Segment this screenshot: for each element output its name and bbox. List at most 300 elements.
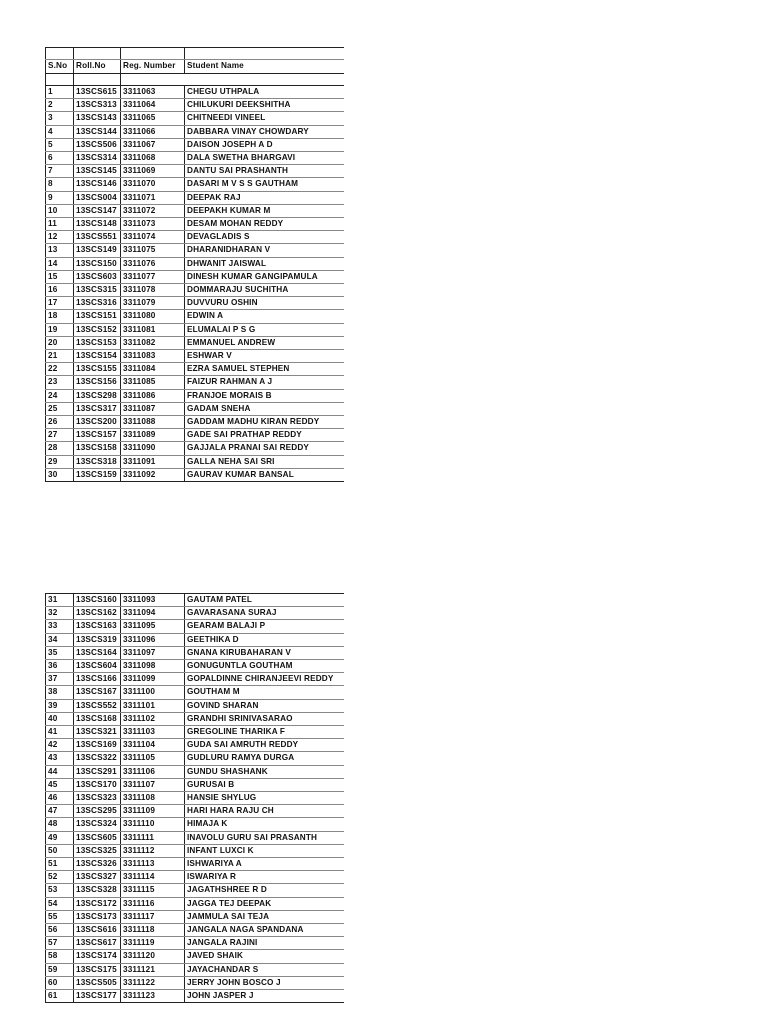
cell-sno: 11 <box>46 218 74 231</box>
cell-student-name: JAGGA TEJ DEEPAK <box>185 897 344 910</box>
cell-roll-no: 13SCS151 <box>74 310 121 323</box>
table-row <box>46 270 344 283</box>
cell-student-name: DHARANIDHARAN V <box>185 244 344 257</box>
cell-sno: 42 <box>46 739 74 752</box>
cell-reg-number: 3311097 <box>121 646 185 659</box>
cell-roll-no: 13SCS155 <box>74 363 121 376</box>
cell-roll-no: 13SCS145 <box>74 165 121 178</box>
cell-reg-number: 3311123 <box>121 990 185 1003</box>
cell-student-name: EDWIN A <box>185 310 344 323</box>
cell-student-name: INFANT LUXCI K <box>185 844 344 857</box>
cell-sno: 36 <box>46 660 74 673</box>
cell-roll-no: 13SCS146 <box>74 178 121 191</box>
cell-student-name: ISHWARIYA A <box>185 858 344 871</box>
cell-reg-number: 3311084 <box>121 363 185 376</box>
cell-roll-no: 13SCS166 <box>74 673 121 686</box>
cell-roll-no: 13SCS291 <box>74 765 121 778</box>
cell-student-name: JERRY JOHN BOSCO J <box>185 976 344 989</box>
cell-sno: 22 <box>46 363 74 376</box>
cell-student-name: ELUMALAI P S G <box>185 323 344 336</box>
cell-roll-no: 13SCS328 <box>74 884 121 897</box>
table-row <box>46 765 344 778</box>
cell-roll-no: 13SCS551 <box>74 231 121 244</box>
cell-reg-number: 3311105 <box>121 752 185 765</box>
cell-roll-no: 13SCS174 <box>74 950 121 963</box>
cell-reg-number: 3311079 <box>121 297 185 310</box>
student-list-sheet-top <box>45 47 343 482</box>
table-row <box>46 673 344 686</box>
cell-sno: 2 <box>46 99 74 112</box>
cell-roll-no: 13SCS327 <box>74 871 121 884</box>
cell-reg-number: 3311120 <box>121 950 185 963</box>
cell-student-name: GUDLURU RAMYA DURGA <box>185 752 344 765</box>
cell-roll-no: 13SCS325 <box>74 844 121 857</box>
cell-reg-number: 3311076 <box>121 257 185 270</box>
cell-sno: 14 <box>46 257 74 270</box>
table-row <box>46 376 344 389</box>
cell-reg-number: 3311091 <box>121 455 185 468</box>
cell-student-name: DINESH KUMAR GANGIPAMULA <box>185 270 344 283</box>
cell-roll-no: 13SCS317 <box>74 402 121 415</box>
cell-reg-number: 3311103 <box>121 726 185 739</box>
cell-roll-no: 13SCS314 <box>74 152 121 165</box>
table-row <box>46 125 344 138</box>
cell-roll-no: 13SCS157 <box>74 429 121 442</box>
cell-student-name: GADE SAI PRATHAP REDDY <box>185 429 344 442</box>
cell-reg-number: 3311088 <box>121 416 185 429</box>
cell-sno: 13 <box>46 244 74 257</box>
cell-roll-no: 13SCS200 <box>74 416 121 429</box>
cell-roll-no: 13SCS326 <box>74 858 121 871</box>
cell-student-name: GAJJALA PRANAI SAI REDDY <box>185 442 344 455</box>
cell-reg-number: 3311107 <box>121 778 185 791</box>
cell-student-name: GEETHIKA D <box>185 633 344 646</box>
cell-student-name: EMMANUEL ANDREW <box>185 336 344 349</box>
cell-reg-number: 3311122 <box>121 976 185 989</box>
table-row <box>46 805 344 818</box>
cell-student-name: GURUSAI B <box>185 778 344 791</box>
cell-roll-no: 13SCS153 <box>74 336 121 349</box>
cell-sno: 21 <box>46 350 74 363</box>
cell-roll-no: 13SCS160 <box>74 594 121 607</box>
cell-sno: 39 <box>46 699 74 712</box>
cell-roll-no: 13SCS168 <box>74 712 121 725</box>
cell-sno: 5 <box>46 138 74 151</box>
table-row <box>46 897 344 910</box>
table-row <box>46 831 344 844</box>
cell-student-name: JOHN JASPER J <box>185 990 344 1003</box>
cell-reg-number: 3311085 <box>121 376 185 389</box>
cell-roll-no: 13SCS144 <box>74 125 121 138</box>
cell-student-name: DEVAGLADIS S <box>185 231 344 244</box>
table-row <box>46 871 344 884</box>
table-row <box>46 712 344 725</box>
table-row <box>46 976 344 989</box>
cell-reg-number: 3311074 <box>121 231 185 244</box>
cell-student-name: DABBARA VINAY CHOWDARY <box>185 125 344 138</box>
cell-sno: 7 <box>46 165 74 178</box>
cell-student-name: GRANDHI SRINIVASARAO <box>185 712 344 725</box>
cell-roll-no: 13SCS604 <box>74 660 121 673</box>
cell-student-name: FAIZUR RAHMAN A J <box>185 376 344 389</box>
table-row <box>46 792 344 805</box>
cell-student-name: CHILUKURI DEEKSHITHA <box>185 99 344 112</box>
cell-sno: 47 <box>46 805 74 818</box>
cell-student-name: GUDA SAI AMRUTH REDDY <box>185 739 344 752</box>
cell-roll-no: 13SCS617 <box>74 937 121 950</box>
cell-reg-number: 3311086 <box>121 389 185 402</box>
table-row <box>46 844 344 857</box>
cell-student-name: GONUGUNTLA GOUTHAM <box>185 660 344 673</box>
cell-sno: 57 <box>46 937 74 950</box>
cell-sno: 9 <box>46 191 74 204</box>
table-row <box>46 858 344 871</box>
table-row <box>46 778 344 791</box>
cell-student-name: HARI HARA RAJU CH <box>185 805 344 818</box>
table-row <box>46 429 344 442</box>
cell-sno: 41 <box>46 726 74 739</box>
cell-roll-no: 13SCS603 <box>74 270 121 283</box>
header-reg-number: Reg. Number <box>121 60 185 74</box>
cell-roll-no: 13SCS616 <box>74 924 121 937</box>
cell-sno: 20 <box>46 336 74 349</box>
cell-roll-no: 13SCS322 <box>74 752 121 765</box>
table-row <box>46 363 344 376</box>
cell-student-name: JAYACHANDAR S <box>185 963 344 976</box>
cell-sno: 6 <box>46 152 74 165</box>
table-row <box>46 594 344 607</box>
cell-reg-number: 3311094 <box>121 607 185 620</box>
cell-sno: 50 <box>46 844 74 857</box>
table-row <box>46 402 344 415</box>
cell-student-name: JAMMULA SAI TEJA <box>185 910 344 923</box>
cell-roll-no: 13SCS298 <box>74 389 121 402</box>
cell-student-name: FRANJOE MORAIS B <box>185 389 344 402</box>
cell-sno: 25 <box>46 402 74 415</box>
table-row <box>46 910 344 923</box>
cell-reg-number: 3311096 <box>121 633 185 646</box>
cell-student-name: CHITNEEDI VINEEL <box>185 112 344 125</box>
cell-student-name: INAVOLU GURU SAI PRASANTH <box>185 831 344 844</box>
cell-sno: 46 <box>46 792 74 805</box>
cell-sno: 60 <box>46 976 74 989</box>
cell-reg-number: 3311093 <box>121 594 185 607</box>
cell-reg-number: 3311119 <box>121 937 185 950</box>
table-row <box>46 257 344 270</box>
cell-roll-no: 13SCS605 <box>74 831 121 844</box>
cell-reg-number: 3311109 <box>121 805 185 818</box>
cell-reg-number: 3311098 <box>121 660 185 673</box>
cell-roll-no: 13SCS167 <box>74 686 121 699</box>
table-row <box>46 646 344 659</box>
cell-sno: 58 <box>46 950 74 963</box>
cell-sno: 61 <box>46 990 74 1003</box>
cell-reg-number: 3311117 <box>121 910 185 923</box>
cell-sno: 34 <box>46 633 74 646</box>
table-row <box>46 178 344 191</box>
cell-roll-no: 13SCS173 <box>74 910 121 923</box>
cell-roll-no: 13SCS295 <box>74 805 121 818</box>
cell-roll-no: 13SCS177 <box>74 990 121 1003</box>
table-row <box>46 416 344 429</box>
cell-roll-no: 13SCS158 <box>74 442 121 455</box>
cell-sno: 31 <box>46 594 74 607</box>
cell-sno: 43 <box>46 752 74 765</box>
cell-roll-no: 13SCS319 <box>74 633 121 646</box>
cell-sno: 49 <box>46 831 74 844</box>
cell-roll-no: 13SCS154 <box>74 350 121 363</box>
cell-reg-number: 3311118 <box>121 924 185 937</box>
cell-reg-number: 3311113 <box>121 858 185 871</box>
cell-reg-number: 3311070 <box>121 178 185 191</box>
cell-roll-no: 13SCS313 <box>74 99 121 112</box>
table-row <box>46 336 344 349</box>
cell-roll-no: 13SCS324 <box>74 818 121 831</box>
cell-sno: 10 <box>46 204 74 217</box>
cell-sno: 44 <box>46 765 74 778</box>
cell-student-name: JANGALA RAJINI <box>185 937 344 950</box>
cell-sno: 1 <box>46 86 74 99</box>
cell-sno: 8 <box>46 178 74 191</box>
cell-student-name: DESAM MOHAN REDDY <box>185 218 344 231</box>
cell-sno: 28 <box>46 442 74 455</box>
cell-student-name: DUVVURU OSHIN <box>185 297 344 310</box>
cell-sno: 45 <box>46 778 74 791</box>
cell-reg-number: 3311073 <box>121 218 185 231</box>
cell-roll-no: 13SCS143 <box>74 112 121 125</box>
cell-sno: 52 <box>46 871 74 884</box>
table-row <box>46 963 344 976</box>
table-row <box>46 165 344 178</box>
cell-student-name: ISWARIYA R <box>185 871 344 884</box>
table-row <box>46 633 344 646</box>
cell-reg-number: 3311092 <box>121 468 185 481</box>
table-row <box>46 389 344 402</box>
table-row <box>46 204 344 217</box>
cell-roll-no: 13SCS162 <box>74 607 121 620</box>
cell-student-name: GOUTHAM M <box>185 686 344 699</box>
cell-student-name: DASARI M V S S GAUTHAM <box>185 178 344 191</box>
cell-student-name: DHWANIT JAISWAL <box>185 257 344 270</box>
table-row <box>46 310 344 323</box>
cell-roll-no: 13SCS552 <box>74 699 121 712</box>
cell-sno: 18 <box>46 310 74 323</box>
header-student-name: Student Name <box>185 60 344 74</box>
cell-sno: 26 <box>46 416 74 429</box>
cell-roll-no: 13SCS615 <box>74 86 121 99</box>
cell-sno: 48 <box>46 818 74 831</box>
cell-sno: 30 <box>46 468 74 481</box>
cell-roll-no: 13SCS315 <box>74 284 121 297</box>
table-row <box>46 231 344 244</box>
cell-reg-number: 3311065 <box>121 112 185 125</box>
cell-sno: 12 <box>46 231 74 244</box>
cell-roll-no: 13SCS164 <box>74 646 121 659</box>
cell-reg-number: 3311106 <box>121 765 185 778</box>
table-row <box>46 244 344 257</box>
cell-student-name: DEEPAK RAJ <box>185 191 344 204</box>
cell-reg-number: 3311121 <box>121 963 185 976</box>
cell-student-name: JAVED SHAIK <box>185 950 344 963</box>
cell-roll-no: 13SCS163 <box>74 620 121 633</box>
cell-sno: 53 <box>46 884 74 897</box>
cell-roll-no: 13SCS170 <box>74 778 121 791</box>
cell-reg-number: 3311071 <box>121 191 185 204</box>
table-row <box>46 884 344 897</box>
cell-roll-no: 13SCS506 <box>74 138 121 151</box>
cell-sno: 40 <box>46 712 74 725</box>
cell-roll-no: 13SCS321 <box>74 726 121 739</box>
cell-student-name: GADAM SNEHA <box>185 402 344 415</box>
table-row <box>46 950 344 963</box>
cell-reg-number: 3311108 <box>121 792 185 805</box>
table-row <box>46 284 344 297</box>
table-row <box>46 99 344 112</box>
cell-roll-no: 13SCS149 <box>74 244 121 257</box>
table-row <box>46 699 344 712</box>
cell-reg-number: 3311099 <box>121 673 185 686</box>
table-row <box>46 152 344 165</box>
cell-roll-no: 13SCS323 <box>74 792 121 805</box>
table-row <box>46 607 344 620</box>
table-row <box>46 350 344 363</box>
cell-student-name: DALA SWETHA BHARGAVI <box>185 152 344 165</box>
table-row <box>46 297 344 310</box>
table-row <box>46 620 344 633</box>
cell-roll-no: 13SCS147 <box>74 204 121 217</box>
cell-student-name: GAVARASANA SURAJ <box>185 607 344 620</box>
cell-sno: 55 <box>46 910 74 923</box>
cell-sno: 51 <box>46 858 74 871</box>
cell-student-name: GADDAM MADHU KIRAN REDDY <box>185 416 344 429</box>
cell-sno: 56 <box>46 924 74 937</box>
cell-reg-number: 3311075 <box>121 244 185 257</box>
table-row <box>46 112 344 125</box>
cell-reg-number: 3311089 <box>121 429 185 442</box>
cell-student-name: HIMAJA K <box>185 818 344 831</box>
cell-roll-no: 13SCS505 <box>74 976 121 989</box>
cell-roll-no: 13SCS316 <box>74 297 121 310</box>
cell-reg-number: 3311112 <box>121 844 185 857</box>
cell-roll-no: 13SCS150 <box>74 257 121 270</box>
cell-reg-number: 3311115 <box>121 884 185 897</box>
cell-roll-no: 13SCS169 <box>74 739 121 752</box>
cell-sno: 33 <box>46 620 74 633</box>
cell-sno: 19 <box>46 323 74 336</box>
cell-sno: 24 <box>46 389 74 402</box>
cell-student-name: HANSIE SHYLUG <box>185 792 344 805</box>
spacer-row <box>46 74 344 86</box>
cell-student-name: DAISON JOSEPH A D <box>185 138 344 151</box>
table-row <box>46 924 344 937</box>
cell-reg-number: 3311114 <box>121 871 185 884</box>
cell-reg-number: 3311064 <box>121 99 185 112</box>
cell-reg-number: 3311069 <box>121 165 185 178</box>
cell-reg-number: 3311072 <box>121 204 185 217</box>
cell-student-name: GNANA KIRUBAHARAN V <box>185 646 344 659</box>
cell-student-name: JANGALA NAGA SPANDANA <box>185 924 344 937</box>
header-row <box>46 60 344 74</box>
cell-reg-number: 3311063 <box>121 86 185 99</box>
cell-student-name: CHEGU UTHPALA <box>185 86 344 99</box>
cell-roll-no: 13SCS152 <box>74 323 121 336</box>
cell-sno: 54 <box>46 897 74 910</box>
table-row <box>46 86 344 99</box>
cell-reg-number: 3311078 <box>121 284 185 297</box>
cell-student-name: EZRA SAMUEL STEPHEN <box>185 363 344 376</box>
table-row <box>46 937 344 950</box>
cell-student-name: GOPALDINNE CHIRANJEEVI REDDY <box>185 673 344 686</box>
student-table-top <box>45 47 344 482</box>
cell-sno: 17 <box>46 297 74 310</box>
cell-student-name: DEEPAKH KUMAR M <box>185 204 344 217</box>
cell-sno: 27 <box>46 429 74 442</box>
cell-reg-number: 3311068 <box>121 152 185 165</box>
cell-roll-no: 13SCS318 <box>74 455 121 468</box>
table-row <box>46 455 344 468</box>
cell-student-name: DANTU SAI PRASHANTH <box>185 165 344 178</box>
table-row <box>46 660 344 673</box>
cell-student-name: GAUTAM PATEL <box>185 594 344 607</box>
cell-sno: 59 <box>46 963 74 976</box>
cell-reg-number: 3311110 <box>121 818 185 831</box>
cell-reg-number: 3311087 <box>121 402 185 415</box>
cell-reg-number: 3311102 <box>121 712 185 725</box>
cell-roll-no: 13SCS159 <box>74 468 121 481</box>
table-row <box>46 739 344 752</box>
cell-reg-number: 3311077 <box>121 270 185 283</box>
cell-reg-number: 3311083 <box>121 350 185 363</box>
cell-sno: 38 <box>46 686 74 699</box>
table-row <box>46 468 344 481</box>
cell-student-name: GUNDU SHASHANK <box>185 765 344 778</box>
cell-roll-no: 13SCS004 <box>74 191 121 204</box>
cell-reg-number: 3311101 <box>121 699 185 712</box>
cell-student-name: JAGATHSHREE R D <box>185 884 344 897</box>
table-row <box>46 138 344 151</box>
cell-roll-no: 13SCS156 <box>74 376 121 389</box>
cell-sno: 23 <box>46 376 74 389</box>
cell-sno: 15 <box>46 270 74 283</box>
cell-reg-number: 3311095 <box>121 620 185 633</box>
cell-sno: 32 <box>46 607 74 620</box>
cell-sno: 3 <box>46 112 74 125</box>
cell-reg-number: 3311104 <box>121 739 185 752</box>
cell-roll-no: 13SCS172 <box>74 897 121 910</box>
cell-sno: 37 <box>46 673 74 686</box>
table-row <box>46 990 344 1003</box>
header-roll-no: Roll.No <box>74 60 121 74</box>
cell-reg-number: 3311081 <box>121 323 185 336</box>
cell-roll-no: 13SCS175 <box>74 963 121 976</box>
cell-reg-number: 3311066 <box>121 125 185 138</box>
table-row <box>46 752 344 765</box>
cell-sno: 29 <box>46 455 74 468</box>
table-row <box>46 686 344 699</box>
cell-student-name: GREGOLINE THARIKA F <box>185 726 344 739</box>
table-row <box>46 726 344 739</box>
cell-student-name: GEARAM BALAJI P <box>185 620 344 633</box>
cell-reg-number: 3311111 <box>121 831 185 844</box>
cell-student-name: GAURAV KUMAR BANSAL <box>185 468 344 481</box>
cell-student-name: ESHWAR V <box>185 350 344 363</box>
cell-reg-number: 3311080 <box>121 310 185 323</box>
cell-sno: 16 <box>46 284 74 297</box>
cell-reg-number: 3311116 <box>121 897 185 910</box>
cell-reg-number: 3311100 <box>121 686 185 699</box>
cell-student-name: GALLA NEHA SAI SRI <box>185 455 344 468</box>
table-row <box>46 218 344 231</box>
